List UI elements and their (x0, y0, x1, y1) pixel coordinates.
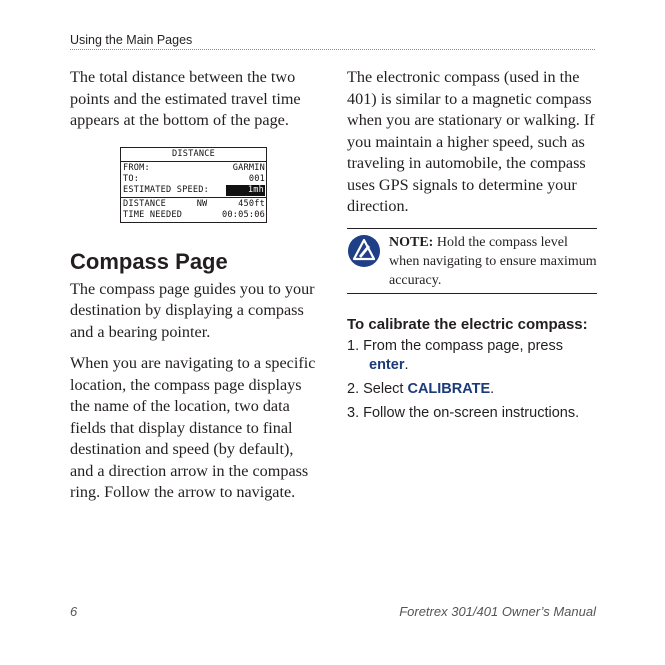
procedure-title: To calibrate the electric compass: (347, 315, 588, 333)
step-item (347, 380, 597, 399)
note-box (347, 228, 597, 294)
screen-title: DISTANCE (121, 148, 266, 162)
manual-title: Foretrex 301/401 Owner’s Manual (399, 604, 596, 619)
electronic-compass-paragraph: The electronic compass (used in the 401) is similar to a magnetic compass when you are stationary or walking. If you maintain a higher speed, such as traveling in automobile, the compass uses GPS signals to determine your direction. (347, 68, 595, 215)
time-value: 00:05:06 (222, 209, 265, 220)
intro-paragraph: The total distance between the two points and the estimated travel time appears at the bottom of the page. (70, 68, 301, 129)
section-title: Compass Page (70, 248, 228, 274)
screen-row-distance (121, 199, 266, 210)
to-value: 001 (248, 173, 265, 184)
step-item (347, 404, 597, 423)
step-text: Follow the on-screen instructions. (363, 404, 580, 421)
from-value: GARMIN (232, 162, 265, 173)
distance-label: DISTANCE (123, 198, 166, 209)
compass-paragraph-1: The compass page guides you to your destination by displaying a compass and a bearing pointer. (70, 279, 315, 341)
speed-label: ESTIMATED SPEED: (123, 184, 209, 195)
screen-row-time (121, 210, 266, 221)
screen-row-to (121, 174, 266, 185)
enter-key: enter (369, 356, 405, 373)
step-text: Select (363, 380, 404, 397)
note-text (389, 233, 597, 290)
page-number: 6 (70, 604, 78, 619)
note-label: NOTE: (389, 234, 434, 250)
speed-value: 1mh (226, 185, 265, 196)
distance-direction: NW (196, 198, 208, 209)
right-column (347, 67, 597, 428)
step-number: 1. (347, 337, 360, 354)
compass-paragraph-2: When you are navigating to a specific location, the compass page displays the name of the location, two data fields that display distance to final destination and speed (by default), and a direction arrow in the compass ring. Follow the arrow to navigate. (70, 354, 316, 501)
procedure-steps (347, 337, 597, 423)
step-text: From the compass page, press (363, 337, 563, 354)
step-item (347, 337, 597, 375)
from-label: FROM: (123, 162, 150, 173)
device-screen-distance (120, 147, 267, 223)
to-label: TO: (123, 173, 140, 184)
step-punct: . (404, 356, 409, 373)
note-body: Hold the compass level when navigating to ensure maximum accuracy. (389, 234, 597, 288)
calibrate-key: CALIBRATE (407, 380, 491, 397)
step-number: 2. (347, 380, 360, 397)
step-number: 3. (347, 404, 360, 421)
screen-row-from (121, 163, 266, 174)
running-header: Using the Main Pages (70, 33, 595, 50)
distance-value: 450ft (238, 198, 265, 209)
step-punct: . (490, 380, 495, 397)
time-label: TIME NEEDED (123, 209, 183, 220)
note-icon (347, 234, 381, 268)
screen-row-speed (121, 185, 266, 196)
left-column (70, 67, 320, 514)
